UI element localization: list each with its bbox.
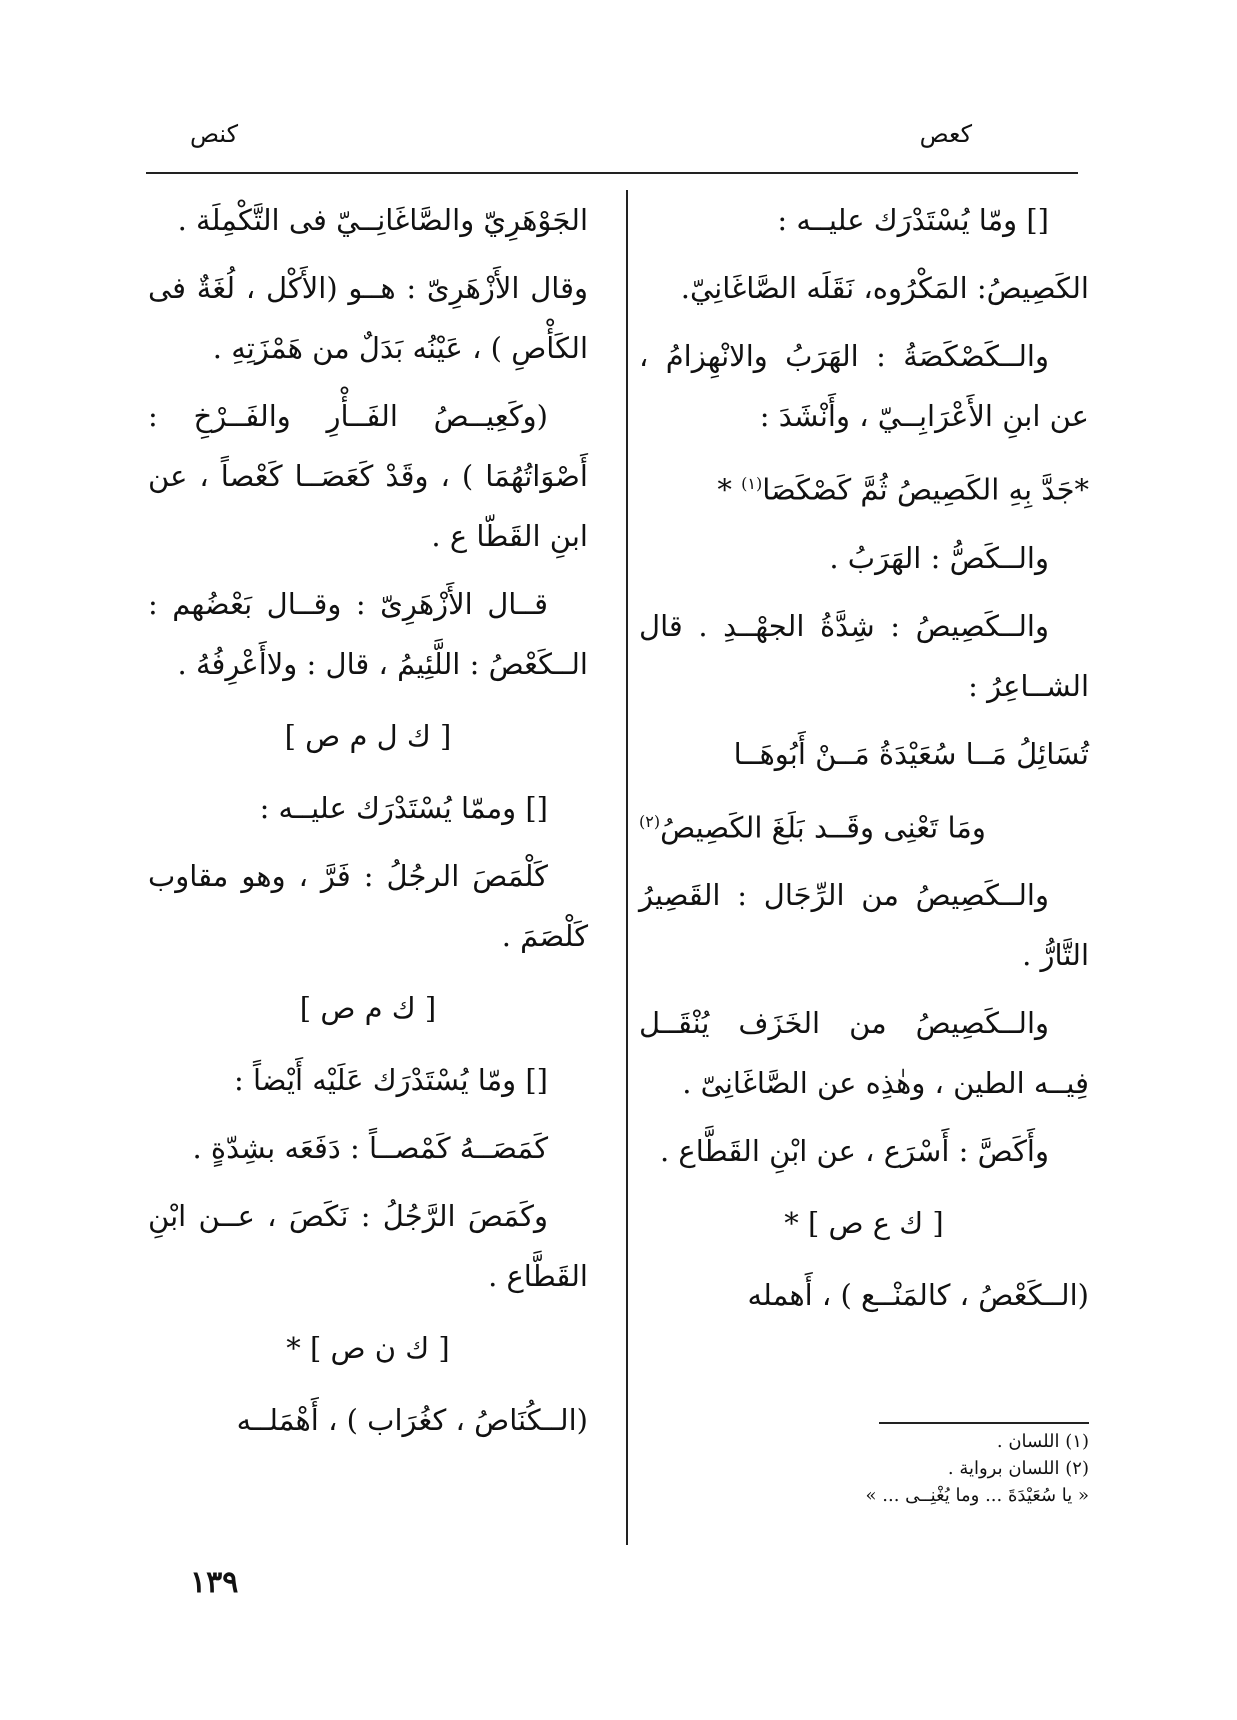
paragraph: (الــكَعْصُ ، كالمَنْــع ) ، أَهمله	[747, 1278, 1089, 1313]
running-header-left: كنص	[190, 120, 239, 148]
footnotes	[649, 1428, 1089, 1509]
footnote-ref: (١)	[741, 474, 763, 493]
paragraph: الجَوْهَرِيّ والصَّاغَانِــيّ فى التَّكْمِلَة .	[177, 203, 588, 237]
paragraph: والــكَصِيصُ من الخَزَف يُنْقَــل فِيــه الطين ، وهٰذِه عن الصَّاغَانِىّ .	[639, 1006, 1089, 1101]
paragraph: والــكَصُّ : الهَرَبُ .	[829, 540, 1049, 575]
paragraph: (الــكُنَاصُ ، كغُرَاب ) ، أَهْمَلــه	[236, 1403, 588, 1437]
paragraph: الكَصِيصُ: المَكْرُوه، نَقَلَه الصَّاغَانِيّ.	[680, 271, 1089, 305]
verse-line	[639, 792, 1089, 858]
paragraph: [] ومّا يُسْتَدْرَك عَلَيْه أَيْضاً :	[233, 1063, 548, 1097]
paragraph: [] وممّا يُسْتَدْرَك عليــه :	[259, 791, 548, 825]
verse-text: *جَدَّ بِهِ الكَصِيصُ ثُمَّ كَصْكَصَا	[762, 472, 1089, 507]
paragraph: وأَكَصَّ : أَسْرَع ، عن ابْنِ القَطَّاع .	[659, 1134, 1049, 1169]
paragraph: وكَمَصَ الرَّجُلُ : نَكَصَ ، عــن ابْنِ القَطَّاع .	[148, 1199, 588, 1293]
footnote: (١) اللسان .	[996, 1431, 1089, 1452]
entry-heading: [ ك ن ص ] *	[286, 1331, 450, 1365]
paragraph: والــكَصِيصُ : شِدَّةُ الجهْــدِ . قال الشــاعِرُ :	[639, 608, 1089, 703]
right-column	[639, 190, 1089, 1333]
running-header-right: كعص	[919, 120, 972, 148]
left-column	[148, 190, 588, 1458]
paragraph: (وكَعِيــصُ الفَــأْرِ والفَــرْخِ : أَصْوَاتُهُمَا ) ، وقَدْ كَعَصَــا كَعْصاً ، عن ابنِ القَطّا ع .	[148, 399, 588, 553]
verse-line: تُسَائِلُ مَــا سُعَيْدَةُ مَــنْ أَبُوهَــا	[733, 736, 1089, 771]
entry-heading: [ ك ع ص ] *	[784, 1206, 944, 1241]
entry-heading: [ ك ل م ص ]	[284, 719, 452, 753]
paragraph: قــال الأَزْهَرِىّ : وقــال بَعْضُهم : الــكَعْصُ : اللَّئِيمُ ، قال : ولاأَعْرِفُهُ .	[148, 587, 588, 681]
entry-heading: [ ك م ص ]	[299, 991, 437, 1025]
footnote-ref: (٢)	[639, 811, 661, 831]
paragraph: كَمَصَــهُ كَمْصــاً : دَفَعَه بشِدّةٍ .	[192, 1131, 548, 1165]
verse-text: ومَا تَعْنِى وقَــد بَلَغَ الكَصِيصُ	[660, 810, 986, 845]
paragraph: وقال الأَزْهَرِىّ : هــو (الأَكْل ، لُغَةٌ فى الكَأْصِ ) ، عَيْنُه بَدَلٌ من هَمْزَتِهِ .	[148, 271, 588, 365]
verse-end: *	[717, 472, 742, 507]
paragraph: [] ومّا يُسْتَدْرَك عليــه :	[777, 203, 1049, 237]
paragraph: والــكَصْكَصَةُ : الهَرَبُ والانْهِزامُ ، عن ابنِ الأَعْرَابِــيّ ، وأَنْشَدَ :	[639, 339, 1089, 433]
paragraph: كَلْمَصَ الرجُلُ : فَرَّ ، وهو مقاوب كَلْصَمَ .	[148, 859, 588, 953]
paragraph: والــكَصِيصُ من الرِّجَال : القَصِيرُ التَّارُّ .	[639, 878, 1089, 973]
footnote-rule	[879, 1422, 1089, 1424]
header-rule	[146, 172, 1078, 174]
page-number: ١٣٩	[190, 1565, 239, 1600]
footnote: (٢) اللسان برواية .	[947, 1458, 1089, 1479]
footnote: « يا سُعَيْدَةَ ... وما يُغْنِــى ... »	[865, 1485, 1089, 1506]
verse-line	[639, 454, 1089, 520]
column-divider	[626, 190, 628, 1545]
